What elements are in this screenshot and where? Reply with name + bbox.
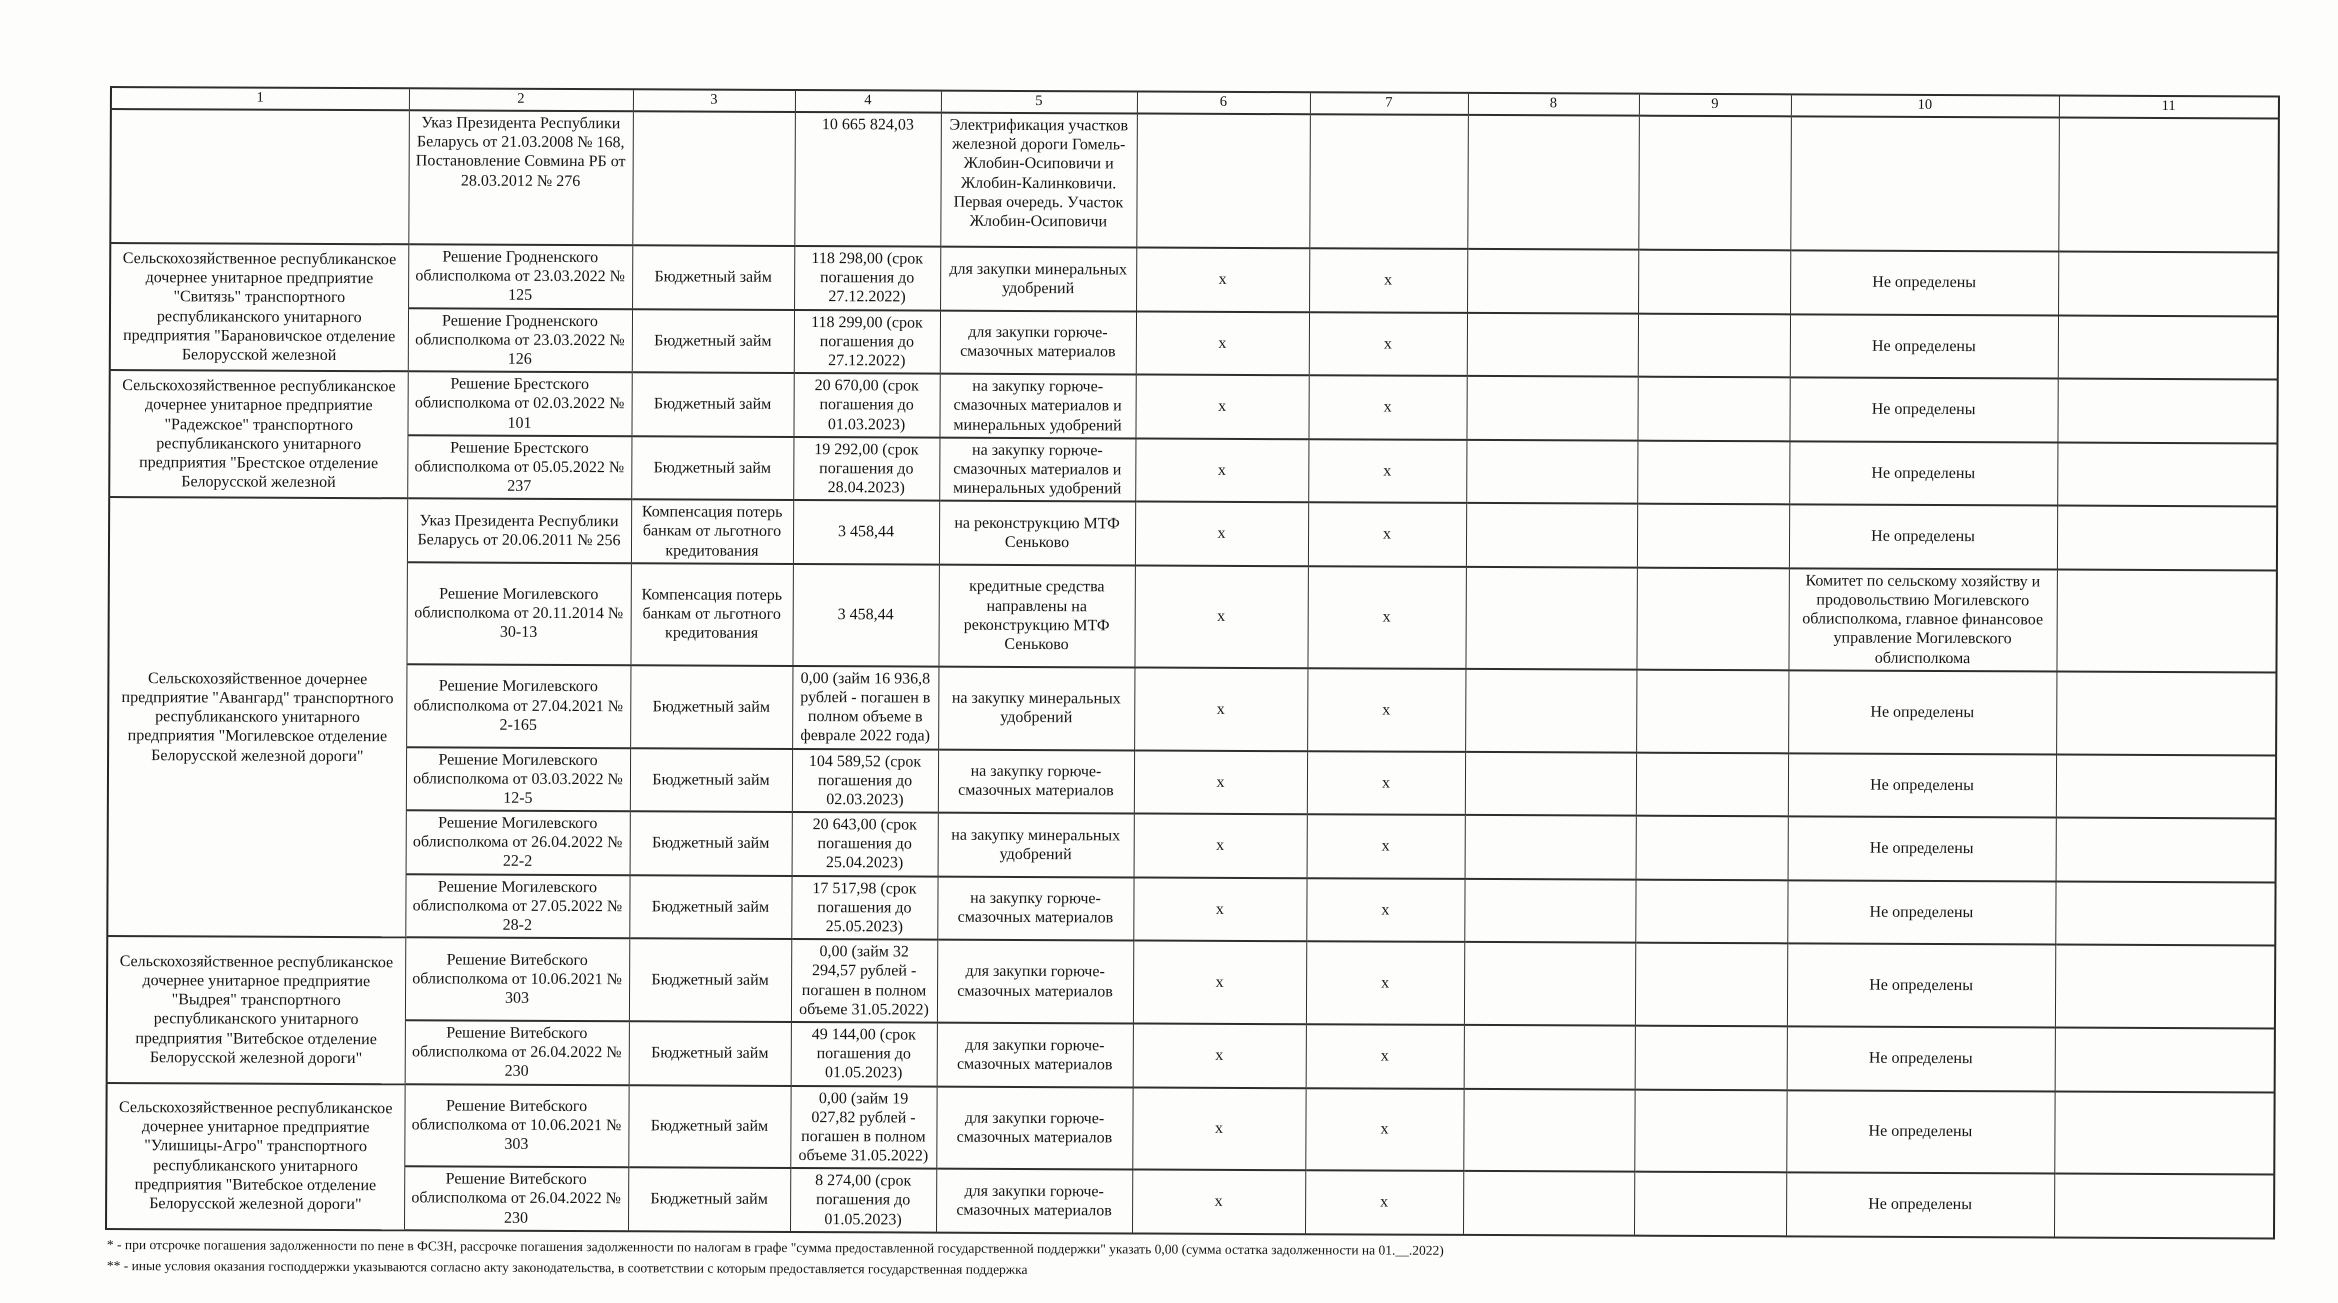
table-row bbox=[106, 1165, 2274, 1238]
x-mark-cell: х bbox=[1136, 311, 1309, 375]
support-table bbox=[105, 86, 2280, 1239]
enterprise-name-cell: Сельскохозяйственное республиканское дочернее унитарное предприятие "Радежское" транспортного республиканского унитарного предприятия "Брестское отделение Белорусской железной bbox=[109, 370, 408, 498]
amount-cell: 17 517,98 (срок погашения до 25.05.2023) bbox=[791, 876, 937, 940]
table-row bbox=[109, 370, 2277, 443]
purpose-cell: для закупки горюче-смазочных материалов bbox=[936, 1086, 1132, 1170]
support-type-cell: Бюджетный займ bbox=[631, 436, 793, 500]
support-type-cell: Бюджетный займ bbox=[629, 875, 791, 939]
column-number-header: 9 bbox=[1639, 94, 1791, 117]
table-row bbox=[110, 307, 2278, 380]
responsible-body-cell: Не определены bbox=[1790, 314, 2058, 379]
purpose-cell: на закупку минеральных удобрений bbox=[938, 813, 1134, 877]
x-mark-cell: х bbox=[1134, 750, 1307, 814]
x-mark-cell: х bbox=[1134, 667, 1307, 751]
empty-cell bbox=[1635, 1026, 1787, 1090]
enterprise-name-cell: Сельскохозяйственное дочернее предприятие "Авангард" транспортного республиканского унитарного предприятия "Могилевское отделение Белорусской железной дороги" bbox=[107, 497, 407, 937]
decision-cell: Решение Витебского облисполкома от 10.06.2021 № 303 bbox=[404, 1084, 628, 1168]
responsible-body-cell: Не определены bbox=[1788, 753, 2056, 818]
decision-cell: Решение Витебского облисполкома от 26.04.2022 № 230 bbox=[405, 1020, 629, 1085]
empty-cell bbox=[1467, 249, 1638, 313]
x-mark-cell: х bbox=[1308, 375, 1466, 439]
decision-cell: Решение Витебского облисполкома от 10.06.2021 № 303 bbox=[405, 937, 629, 1021]
table-row bbox=[110, 243, 2278, 316]
empty-cell bbox=[2057, 379, 2277, 444]
responsible-body-cell: Не определены bbox=[1786, 1173, 2054, 1238]
column-number-header: 3 bbox=[633, 89, 795, 112]
purpose-cell: на закупку горюче-смазочных материалов bbox=[938, 749, 1134, 813]
table-row bbox=[108, 663, 2276, 755]
x-mark-cell: х bbox=[1307, 668, 1465, 751]
responsible-body-cell: Не определены bbox=[1789, 377, 2057, 442]
table-row bbox=[107, 873, 2275, 946]
empty-cell bbox=[1467, 115, 1639, 250]
footnotes bbox=[107, 1235, 2275, 1286]
column-number-header: 10 bbox=[1791, 94, 2059, 117]
decision-cell: Решение Могилевского облисполкома от 27.05.2022 № 28-2 bbox=[405, 874, 629, 939]
empty-cell bbox=[2056, 671, 2276, 755]
legal-basis-cell: Указ Президента Республики Беларусь от 21.03.2008 № 168, Постановление Совмина РБ от 28.03.2012 № 276 bbox=[408, 110, 633, 245]
support-type-cell: Бюджетный займ bbox=[629, 1021, 791, 1085]
support-type-cell: Бюджетный займ bbox=[628, 1085, 790, 1168]
decision-cell: Решение Брестского облисполкома от 05.05.2022 № 237 bbox=[407, 435, 631, 500]
x-mark-cell: х bbox=[1307, 751, 1465, 815]
purpose-cell: для закупки горюче-смазочных материалов bbox=[936, 1169, 1132, 1233]
empty-cell bbox=[1636, 669, 1788, 752]
responsible-body-cell: Не определены bbox=[1788, 816, 2056, 881]
empty-cell bbox=[2057, 442, 2277, 507]
support-type-cell: Бюджетный займ bbox=[632, 245, 794, 309]
table-row bbox=[106, 1082, 2274, 1174]
amount-cell: 0,00 (займ 19 027,82 рублей - погашен в полном объеме 31.05.2022) bbox=[790, 1085, 936, 1168]
amount-cell: 118 299,00 (срок погашения до 27.12.2022) bbox=[794, 310, 940, 374]
table-row bbox=[107, 1019, 2275, 1092]
column-number-header: 1 bbox=[111, 87, 409, 110]
empty-cell bbox=[1465, 815, 1636, 879]
support-type-cell: Бюджетный займ bbox=[630, 748, 792, 812]
empty-cell bbox=[110, 109, 409, 244]
decision-cell: Решение Могилевского облисполкома от 27.04.2021 № 2-165 bbox=[406, 664, 630, 748]
empty-cell bbox=[1634, 1089, 1786, 1172]
empty-cell bbox=[1465, 567, 1636, 670]
support-type-cell: Бюджетный займ bbox=[629, 938, 791, 1021]
empty-cell bbox=[1309, 114, 1468, 249]
empty-cell bbox=[1637, 504, 1789, 568]
empty-cell bbox=[1466, 503, 1637, 567]
purpose-cell: на реконструкцию МТФ Сеньково bbox=[939, 501, 1135, 565]
decision-cell: Решение Витебского облисполкома от 26.04.2022 № 230 bbox=[404, 1167, 628, 1232]
column-number-header: 11 bbox=[2059, 96, 2279, 119]
purpose-cell: на закупку горюче-смазочных материалов bbox=[937, 876, 1133, 940]
empty-cell bbox=[1464, 879, 1635, 943]
empty-cell bbox=[1465, 751, 1636, 815]
decision-cell: Решение Гродненского облисполкома от 23.03.2022 № 126 bbox=[408, 308, 632, 373]
empty-cell bbox=[1463, 1088, 1634, 1171]
x-mark-cell: х bbox=[1133, 877, 1306, 941]
support-type-cell: Компенсация потерь банкам от льготного кредитования bbox=[630, 563, 792, 666]
purpose-cell: для закупки минеральных удобрений bbox=[940, 247, 1136, 311]
empty-cell bbox=[1636, 816, 1788, 880]
amount-cell: 104 589,52 (срок погашения до 02.03.2023) bbox=[792, 748, 938, 812]
table-row bbox=[108, 745, 2276, 818]
empty-cell bbox=[1464, 942, 1635, 1025]
x-mark-cell: х bbox=[1306, 1024, 1464, 1088]
responsible-body-cell: Не определены bbox=[1788, 670, 2056, 754]
column-number-header: 5 bbox=[941, 91, 1137, 114]
x-mark-cell: х bbox=[1133, 941, 1306, 1025]
support-type-cell: Бюджетный займ bbox=[630, 665, 792, 748]
decision-cell: Решение Гродненского облисполкома от 23.03.2022 № 125 bbox=[408, 244, 632, 309]
empty-cell bbox=[1467, 312, 1638, 376]
empty-cell bbox=[1463, 1171, 1634, 1235]
enterprise-name-cell: Сельскохозяйственное республиканское дочернее унитарное предприятие "Улишицы-Агро" транспортного республиканского унитарного предприятия "Витебское отделение Белорусской железной дороги" bbox=[106, 1082, 405, 1230]
empty-cell bbox=[2057, 506, 2277, 571]
empty-cell bbox=[2055, 881, 2275, 946]
purpose-cell: кредитные средства направлены на реконструкцию МТФ Сеньково bbox=[938, 564, 1134, 667]
x-mark-cell: х bbox=[1135, 438, 1308, 502]
empty-cell bbox=[1634, 1172, 1786, 1236]
decision-cell: Решение Могилевского облисполкома от 26.04.2022 № 22-2 bbox=[406, 810, 630, 875]
empty-cell bbox=[1466, 376, 1637, 440]
empty-cell bbox=[1638, 116, 1791, 251]
column-number-header: 6 bbox=[1137, 91, 1310, 114]
empty-cell bbox=[1464, 1025, 1635, 1089]
column-number-header: 7 bbox=[1310, 92, 1468, 115]
purpose-cell: на закупку горюче-смазочных материалов и минеральных удобрений bbox=[939, 374, 1135, 438]
x-mark-cell: х bbox=[1133, 1023, 1306, 1087]
purpose-cell: для закупки горюче-смазочных материалов bbox=[937, 1023, 1133, 1087]
decision-cell: Решение Брестского облисполкома от 02.03.2022 № 101 bbox=[407, 371, 631, 436]
amount-cell: 20 643,00 (срок погашения до 25.04.2023) bbox=[792, 812, 938, 876]
support-type-cell: Бюджетный займ bbox=[630, 811, 792, 875]
x-mark-cell: х bbox=[1132, 1087, 1305, 1171]
empty-cell bbox=[2056, 818, 2276, 883]
empty-cell bbox=[1636, 567, 1788, 670]
amount-cell: 3 458,44 bbox=[793, 500, 939, 564]
amount-cell: 8 274,00 (срок погашения до 01.05.2023) bbox=[790, 1168, 936, 1232]
x-mark-cell: х bbox=[1132, 1170, 1305, 1234]
amount-cell: 3 458,44 bbox=[792, 564, 938, 667]
support-type-cell: Бюджетный займ bbox=[631, 372, 793, 436]
enterprise-name-cell: Сельскохозяйственное республиканское дочернее унитарное предприятие "Свитязь" транспортного республиканского унитарного предприятия "Барановичское отделение Белорусской железной bbox=[110, 243, 409, 371]
amount-cell: 49 144,00 (срок погашения до 01.05.2023) bbox=[791, 1022, 937, 1086]
amount-cell: 118 298,00 (срок погашения до 27.12.2022) bbox=[794, 246, 940, 310]
empty-cell bbox=[1635, 943, 1787, 1026]
x-mark-cell: х bbox=[1309, 248, 1467, 312]
empty-cell bbox=[1790, 116, 2059, 251]
empty-cell bbox=[632, 111, 795, 246]
column-number-header: 4 bbox=[795, 90, 941, 113]
empty-cell bbox=[1466, 440, 1637, 504]
table-row bbox=[108, 561, 2276, 672]
x-mark-cell: х bbox=[1308, 502, 1466, 566]
purpose-cell: на закупку минеральных удобрений bbox=[938, 666, 1134, 750]
table-row bbox=[107, 936, 2275, 1028]
empty-cell bbox=[1136, 113, 1310, 248]
decision-cell: Решение Могилевского облисполкома от 20.11.2014 № 30-13 bbox=[406, 562, 630, 665]
empty-cell bbox=[1638, 313, 1790, 377]
x-mark-cell: х bbox=[1305, 1170, 1463, 1234]
support-type-cell: Бюджетный займ bbox=[628, 1168, 790, 1232]
x-mark-cell: х bbox=[1135, 502, 1308, 566]
decision-cell: Решение Могилевского облисполкома от 03.03.2022 № 12-5 bbox=[406, 747, 630, 812]
amount-cell: 0,00 (займ 32 294,57 рублей - погашен в полном объеме 31.05.2022) bbox=[791, 939, 937, 1022]
empty-cell bbox=[2056, 754, 2276, 819]
purpose-cell: Электрификация участков железной дороги Гомель-Жлобин-Осиповичи и Жлобин-Калинковичи. Первая очередь. Участок Жлобин-Осиповичи bbox=[940, 113, 1137, 248]
empty-cell bbox=[2058, 252, 2278, 317]
empty-cell bbox=[1637, 377, 1789, 441]
footnote-1: * - при отсрочке погашения задолженности по пене в ФСЗН, рассрочке погашения задолженности по налогам в графе "сумма предоставленной государственной поддержки" указать 0,00 (сумма остатка задолженности на 01.__.2022) bbox=[106, 1236, 1444, 1258]
x-mark-cell: х bbox=[1305, 1088, 1463, 1171]
empty-cell bbox=[1638, 250, 1790, 314]
responsible-body-cell: Не определены bbox=[1786, 1090, 2054, 1174]
x-mark-cell: х bbox=[1135, 375, 1308, 439]
amount-cell: 20 670,00 (срок погашения до 01.03.2023) bbox=[793, 373, 939, 437]
x-mark-cell: х bbox=[1134, 565, 1307, 668]
enterprise-name-cell: Сельскохозяйственное республиканское дочернее унитарное предприятие "Выдрея" транспортного республиканского унитарного предприятия "Витебское отделение Белорусской железной дороги" bbox=[107, 936, 406, 1084]
table-row bbox=[109, 497, 2277, 570]
empty-cell bbox=[2055, 945, 2275, 1029]
responsible-body-cell: Не определены bbox=[1790, 250, 2058, 315]
empty-cell bbox=[2058, 315, 2278, 380]
empty-cell bbox=[2054, 1174, 2274, 1239]
empty-cell bbox=[1637, 440, 1789, 504]
x-mark-cell: х bbox=[1306, 941, 1464, 1024]
table-row bbox=[108, 809, 2276, 882]
x-mark-cell: х bbox=[1136, 247, 1309, 311]
purpose-cell: для закупки горюче-смазочных материалов bbox=[937, 940, 1133, 1024]
amount-cell: 0,00 (займ 16 936,8 рублей - погашен в полном объеме в феврале 2022 года) bbox=[792, 666, 938, 749]
empty-cell bbox=[2055, 1027, 2275, 1092]
responsible-body-cell: Не определены bbox=[1787, 880, 2055, 945]
table-row bbox=[109, 434, 2277, 507]
x-mark-cell: х bbox=[1134, 814, 1307, 878]
amount-cell: 10 665 824,03 bbox=[794, 112, 941, 247]
x-mark-cell: х bbox=[1306, 878, 1464, 942]
empty-cell bbox=[1635, 879, 1787, 943]
responsible-body-cell: Не определены bbox=[1789, 505, 2057, 570]
empty-cell bbox=[1465, 669, 1636, 752]
support-type-cell: Компенсация потерь банкам от льготного кредитования bbox=[631, 500, 793, 564]
x-mark-cell: х bbox=[1309, 312, 1467, 376]
purpose-cell: для закупки горюче-смазочных материалов bbox=[940, 310, 1136, 374]
x-mark-cell: х bbox=[1307, 566, 1465, 669]
amount-cell: 19 292,00 (срок погашения до 28.04.2023) bbox=[793, 437, 939, 501]
document-content bbox=[105, 86, 2280, 1286]
responsible-body-cell: Комитет по сельскому хозяйству и продовольствию Могилевского облисполкома, главное финансовое управление Могилевского облисполкома bbox=[1788, 568, 2056, 671]
decision-cell: Указ Президента Республики Беларусь от 20.06.2011 № 256 bbox=[407, 499, 631, 564]
empty-cell bbox=[1636, 752, 1788, 816]
support-type-cell: Бюджетный займ bbox=[632, 309, 794, 373]
x-mark-cell: х bbox=[1307, 814, 1465, 878]
empty-cell bbox=[2058, 118, 2279, 253]
purpose-cell: на закупку горюче-смазочных материалов и минеральных удобрений bbox=[939, 437, 1135, 501]
footnote-2: ** - иные условия оказания господдержки указываются согласно акту законодательства, в соответствии с которым предоставляется государственная поддержка bbox=[106, 1257, 1028, 1277]
empty-cell bbox=[2056, 569, 2276, 672]
x-mark-cell: х bbox=[1308, 439, 1466, 503]
column-number-header: 2 bbox=[409, 88, 633, 111]
empty-cell bbox=[2054, 1091, 2274, 1175]
responsible-body-cell: Не определены bbox=[1789, 441, 2057, 506]
responsible-body-cell: Не определены bbox=[1787, 1026, 2055, 1091]
responsible-body-cell: Не определены bbox=[1787, 944, 2055, 1028]
column-number-header: 8 bbox=[1468, 93, 1639, 116]
